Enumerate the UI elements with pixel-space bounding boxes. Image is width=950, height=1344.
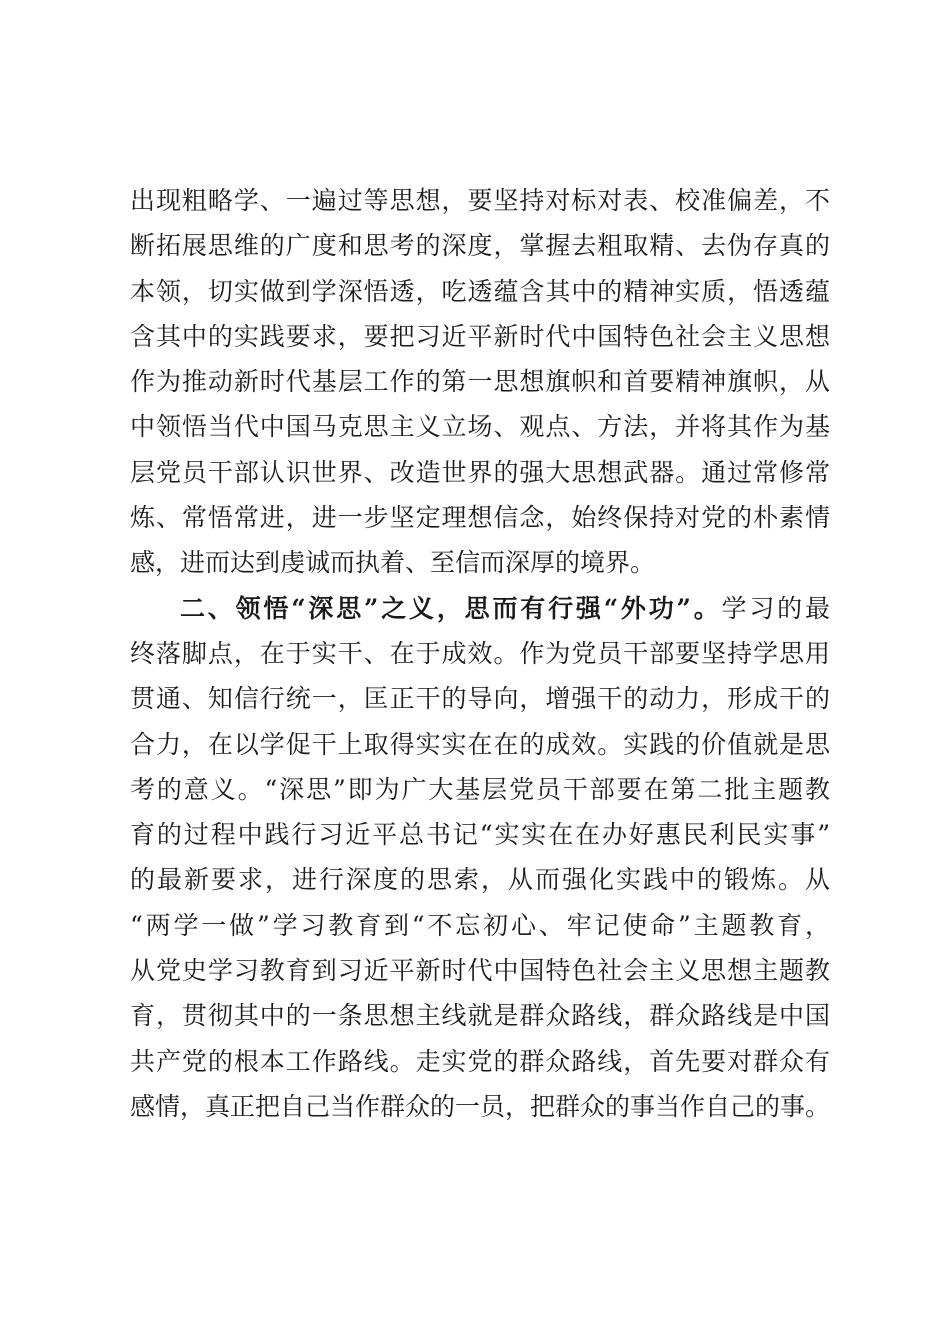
text-line: 感情，真正把自己当作群众的一员，把群众的事当作自己的事。 [130,1091,831,1121]
text-line: 终落脚点，在于实干、在于成效。作为党员干部要坚持学思用 [130,638,830,668]
text-line: 合力，在以学促干上取得实实在在的成效。实践的价值就是思 [130,729,830,759]
text-line: 育，贯彻其中的一条思想主线就是群众路线，群众路线是中国 [130,1001,830,1031]
text-line: 贯通、知信行统一，匡正干的导向，增强干的动力，形成干的 [130,684,830,714]
text-line: 出现粗略学、一遍过等思想，要坚持对标对表、校准偏差，不 [130,186,830,215]
text-line: 考的意义。“深思”即为广大基层党员干部要在第二批主题教 [130,774,830,804]
paragraph-1 [130,178,830,586]
section-heading: 二、领悟“深思”之义，思而有行强“外功”。 [180,593,722,623]
text-line-with-heading [130,586,830,631]
text-line: 从党史学习教育到习近平新时代中国特色社会主义思想主题教 [130,956,830,986]
body-text [130,178,830,1129]
text-line: 本领，切实做到学深悟透，吃透蕴含其中的精神实质，悟透蕴 [130,276,830,306]
text-line: 含其中的实践要求，要把习近平新时代中国特色社会主义思想 [130,321,830,351]
paragraph-2 [130,586,830,1130]
text-line: 断拓展思维的广度和思考的深度，掌握去粗取精、去伪存真的 [130,231,830,261]
text-line: 育的过程中践行习近平总书记“实实在在办好惠民利民实事” [130,820,830,850]
text-line: 共产党的根本工作路线。走实党的群众路线，首先要对群众有 [130,1046,830,1076]
text-line: 层党员干部认识世界、改造世界的强大思想武器。通过常修常 [130,457,830,487]
heading-line-rest: 学习的最 [721,593,830,623]
text-line: “两学一做”学习教育到“不忘初心、牢记使命”主题教育， [130,910,830,940]
text-line: 炼、常悟常进，进一步坚定理想信念，始终保持对党的朴素情 [130,503,830,533]
text-line: 感，进而达到虔诚而执着、至信而深厚的境界。 [130,548,656,578]
text-line: 作为推动新时代基层工作的第一思想旗帜和首要精神旗帜，从 [130,367,830,397]
text-line: 中领悟当代中国马克思主义立场、观点、方法，并将其作为基 [130,412,830,442]
text-line: 的最新要求，进行深度的思索，从而强化实践中的锻炼。从 [130,865,830,895]
